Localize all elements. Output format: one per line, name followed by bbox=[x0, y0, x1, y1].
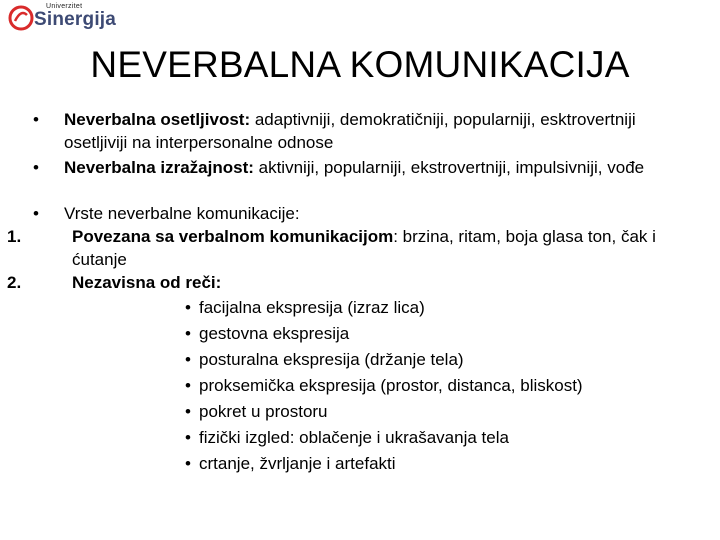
bullet-bold-text: Neverbalna izražajnost: bbox=[64, 158, 254, 177]
numbered-bold-text: Nezavisna od reči: bbox=[72, 273, 222, 292]
bullet-plain-text: aktivniji, popularniji, ekstrovertniji, impulsivniji, vođe bbox=[253, 158, 645, 177]
logo-main-text: Sinergija bbox=[34, 9, 117, 30]
numbered-plain-text: : brzina, ritam, boja glasa ton, čak i ćutanje bbox=[72, 227, 656, 269]
item-number: 2. bbox=[7, 273, 22, 292]
bullet-marker: • bbox=[33, 158, 39, 177]
numbered-item bbox=[0, 271, 692, 294]
numbered-text bbox=[72, 225, 692, 271]
logo-small-text: Univerzitet bbox=[46, 3, 83, 10]
bullet-marker: • bbox=[33, 110, 39, 129]
numbered-text bbox=[72, 271, 692, 294]
sub-item bbox=[0, 452, 720, 478]
sub-item-text: facijalna ekspresija (izraz lica) bbox=[199, 298, 425, 317]
bullet-marker: • bbox=[185, 298, 191, 317]
sub-item-text: gestovna ekspresija bbox=[199, 324, 350, 343]
slide-body bbox=[0, 108, 720, 478]
sub-item-text: posturalna ekspresija (držanje tela) bbox=[199, 350, 464, 369]
sub-item bbox=[0, 374, 720, 400]
sub-item-text: fizički izgled: oblačenje i ukrašavanja tela bbox=[199, 428, 509, 447]
bullet-text bbox=[64, 156, 664, 179]
bullet-marker: • bbox=[185, 454, 191, 473]
sub-item bbox=[0, 426, 720, 452]
bullet-marker: • bbox=[185, 350, 191, 369]
numbered-bold-text: Povezana sa verbalnom komunikacijom bbox=[72, 227, 394, 246]
slide-title: NEVERBALNA KOMUNIKACIJA bbox=[90, 44, 630, 85]
bullet-marker: • bbox=[185, 428, 191, 447]
sub-item-text: crtanje, žvrljanje i artefakti bbox=[199, 454, 396, 473]
bullet-marker: • bbox=[185, 376, 191, 395]
bullet-marker: • bbox=[185, 402, 191, 421]
university-logo bbox=[8, 2, 118, 36]
sinergija-logo-mark-icon bbox=[8, 5, 34, 31]
sub-item bbox=[0, 348, 720, 374]
bullet-bold-text: Neverbalna osetljivost: bbox=[64, 110, 251, 129]
numbered-item bbox=[0, 225, 692, 271]
bullet-item bbox=[0, 156, 664, 179]
sub-item bbox=[0, 322, 720, 348]
bullet-item bbox=[0, 202, 664, 225]
types-heading: Vrste neverbalne komunikacije: bbox=[64, 204, 300, 223]
bullet-plain-text: adaptivniji, demokratičniji, popularniji, esktrovertniji osetljiviji na interpersonalne odnose bbox=[64, 110, 636, 152]
bullet-marker: • bbox=[33, 204, 39, 223]
sub-item-text: proksemička ekspresija (prostor, distanca, bliskost) bbox=[199, 376, 583, 395]
sub-item-text: pokret u prostoru bbox=[199, 402, 328, 421]
sub-item bbox=[0, 400, 720, 426]
bullet-text bbox=[64, 108, 664, 154]
bullet-marker: • bbox=[185, 324, 191, 343]
bullet-item bbox=[0, 108, 664, 154]
item-number: 1. bbox=[7, 227, 22, 246]
sub-item-list bbox=[0, 296, 720, 478]
sub-item bbox=[0, 296, 720, 322]
